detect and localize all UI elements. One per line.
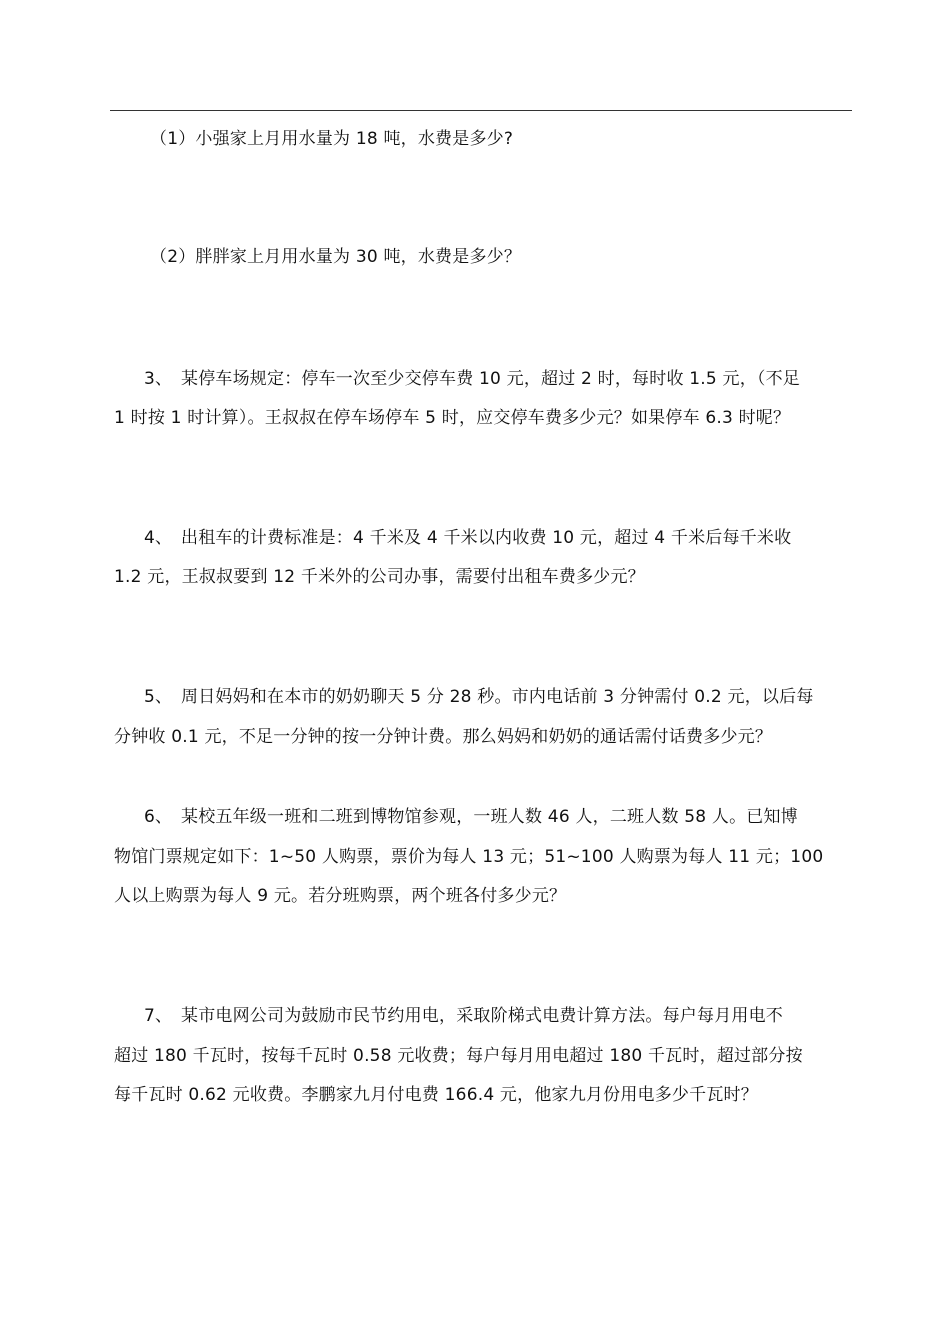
problem-number: 4、 (144, 528, 173, 548)
problem-line: 物馆门票规定如下：1~50 人购票，票价为每人 13 元；51~100 人购票为每人 11 元；100 (114, 847, 824, 867)
subquestion-1: （1）小强家上月用水量为 18 吨，水费是多少? (150, 129, 514, 149)
problem-line: 周日妈妈和在本市的奶奶聊天 5 分 28 秒。市内电话前 3 分钟需付 0.2 元，以后每 (181, 687, 814, 707)
problem-line: 某市电网公司为鼓励市民节约用电，采取阶梯式电费计算方法。每户每月用电不 (181, 1006, 783, 1026)
problem-number: 7、 (144, 1006, 173, 1026)
problem-line: 分钟收 0.1 元，不足一分钟的按一分钟计费。那么妈妈和奶奶的通话需付话费多少元？ (114, 727, 773, 747)
problem-number: 3、 (144, 369, 173, 389)
subquestion-2: （2）胖胖家上月用水量为 30 吨，水费是多少？ (150, 247, 522, 267)
problem-line: 某停车场规定：停车一次至少交停车费 10 元，超过 2 时，每时收 1.5 元，（不足 (181, 369, 801, 389)
problem-line: 出租车的计费标准是：4 千米及 4 千米以内收费 10 元，超过 4 千米后每千米收 (181, 528, 792, 548)
problem-line: 人以上购票为每人 9 元。若分班购票，两个班各付多少元？ (114, 886, 567, 906)
problem-line: 超过 180 千瓦时，按每千瓦时 0.58 元收费；每户每月用电超过 180 千瓦时，超过部分按 (114, 1046, 803, 1066)
header-rule (110, 110, 852, 111)
problem-number: 6、 (144, 807, 173, 827)
problem-line: 某校五年级一班和二班到博物馆参观，一班人数 46 人，二班人数 58 人。已知博 (181, 807, 798, 827)
problem-line: 每千瓦时 0.62 元收费。李鹏家九月付电费 166.4 元，他家九月份用电多少千瓦时？ (114, 1085, 758, 1105)
problem-line: 1 时按 1 时计算）。王叔叔在停车场停车 5 时，应交停车费多少元？如果停车 6.3 时呢？ (114, 408, 791, 428)
problem-number: 5、 (144, 687, 173, 707)
problem-line: 1.2 元，王叔叔要到 12 千米外的公司办事，需要付出租车费多少元？ (114, 567, 645, 587)
